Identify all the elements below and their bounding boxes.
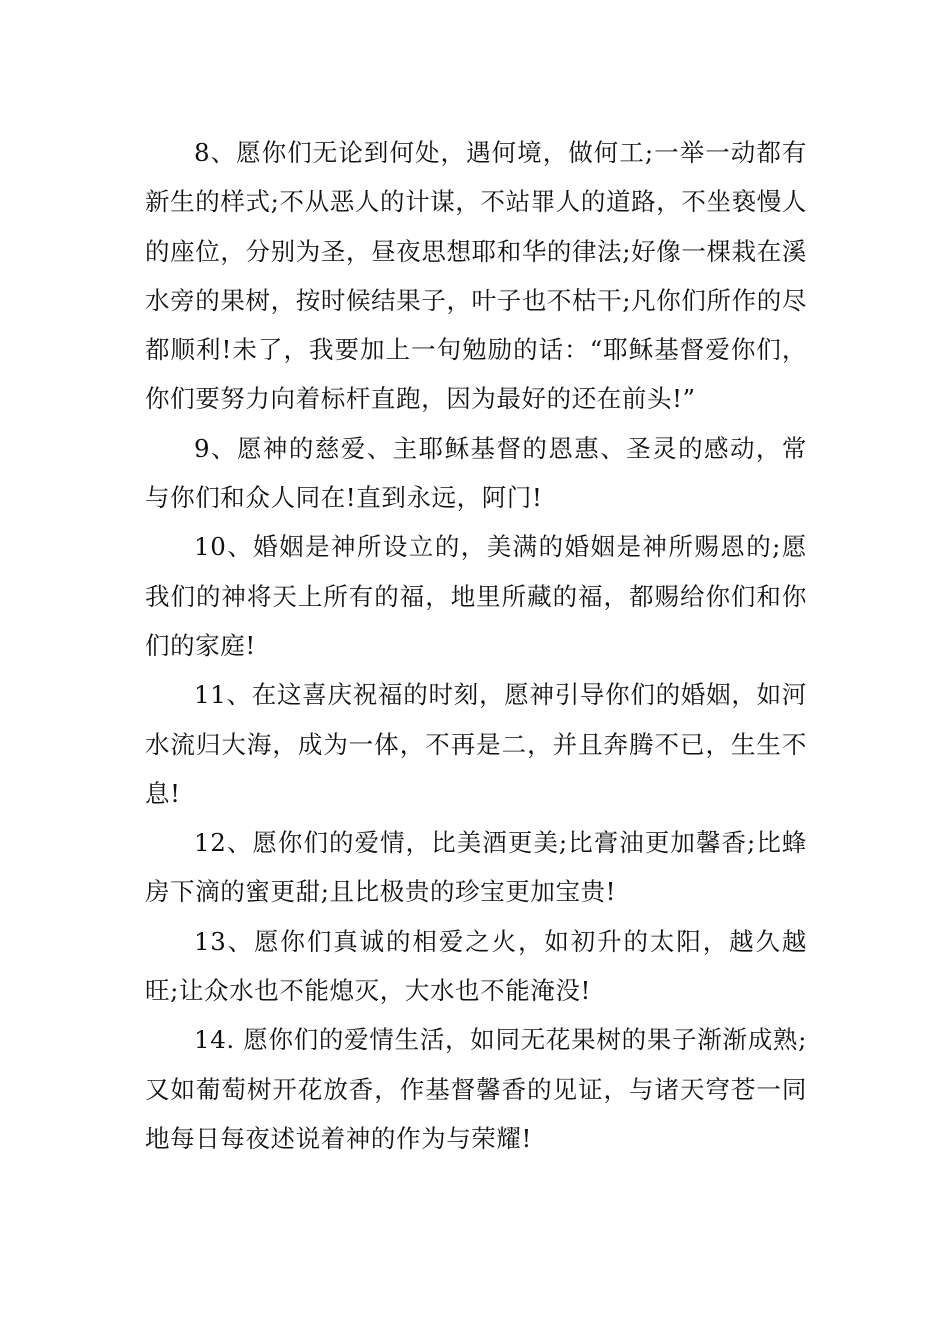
paragraph-13: 13、愿你们真诚的相爱之火，如初升的太阳，越久越旺;让众水也不能熄灭，大水也不能淹没! (145, 926, 807, 1006)
paragraph-14: 14. 愿你们的爱情生活，如同无花果树的果子渐渐成熟;又如葡萄树开花放香，作基督馨香的见证，与诸天穹苍一同地每日每夜述说着神的作为与荣耀! (145, 1025, 807, 1153)
document-body (145, 128, 807, 1163)
paragraph-11: 11、在这喜庆祝福的时刻，愿神引导你们的婚姻，如河水流归大海，成为一体，不再是二，并且奔腾不已，生生不息! (145, 680, 807, 808)
paragraph-8: 8、愿你们无论到何处，遇何境，做何工;一举一动都有新生的样式;不从恶人的计谋，不站罪人的道路，不坐亵慢人的座位，分别为圣，昼夜思想耶和华的律法;好像一棵栽在溪水旁的果树，按时候结果子，叶子也不枯干;凡你们所作的尽都顺利!未了，我要加上一句勉励的话：“耶稣基督爱你们，你们要努力向着标杆直跑，因为最好的还在前头!” (145, 138, 807, 414)
paragraph-9: 9、愿神的慈爱、主耶稣基督的恩惠、圣灵的感动，常与你们和众人同在!直到永远，阿门! (145, 433, 807, 513)
paragraph-10: 10、婚姻是神所设立的，美满的婚姻是神所赐恩的;愿我们的神将天上所有的福，地里所藏的福，都赐给你们和你们的家庭! (145, 532, 807, 660)
paragraph-12: 12、愿你们的爱情，比美酒更美;比膏油更加馨香;比蜂房下滴的蜜更甜;且比极贵的珍宝更加宝贵! (145, 828, 807, 907)
